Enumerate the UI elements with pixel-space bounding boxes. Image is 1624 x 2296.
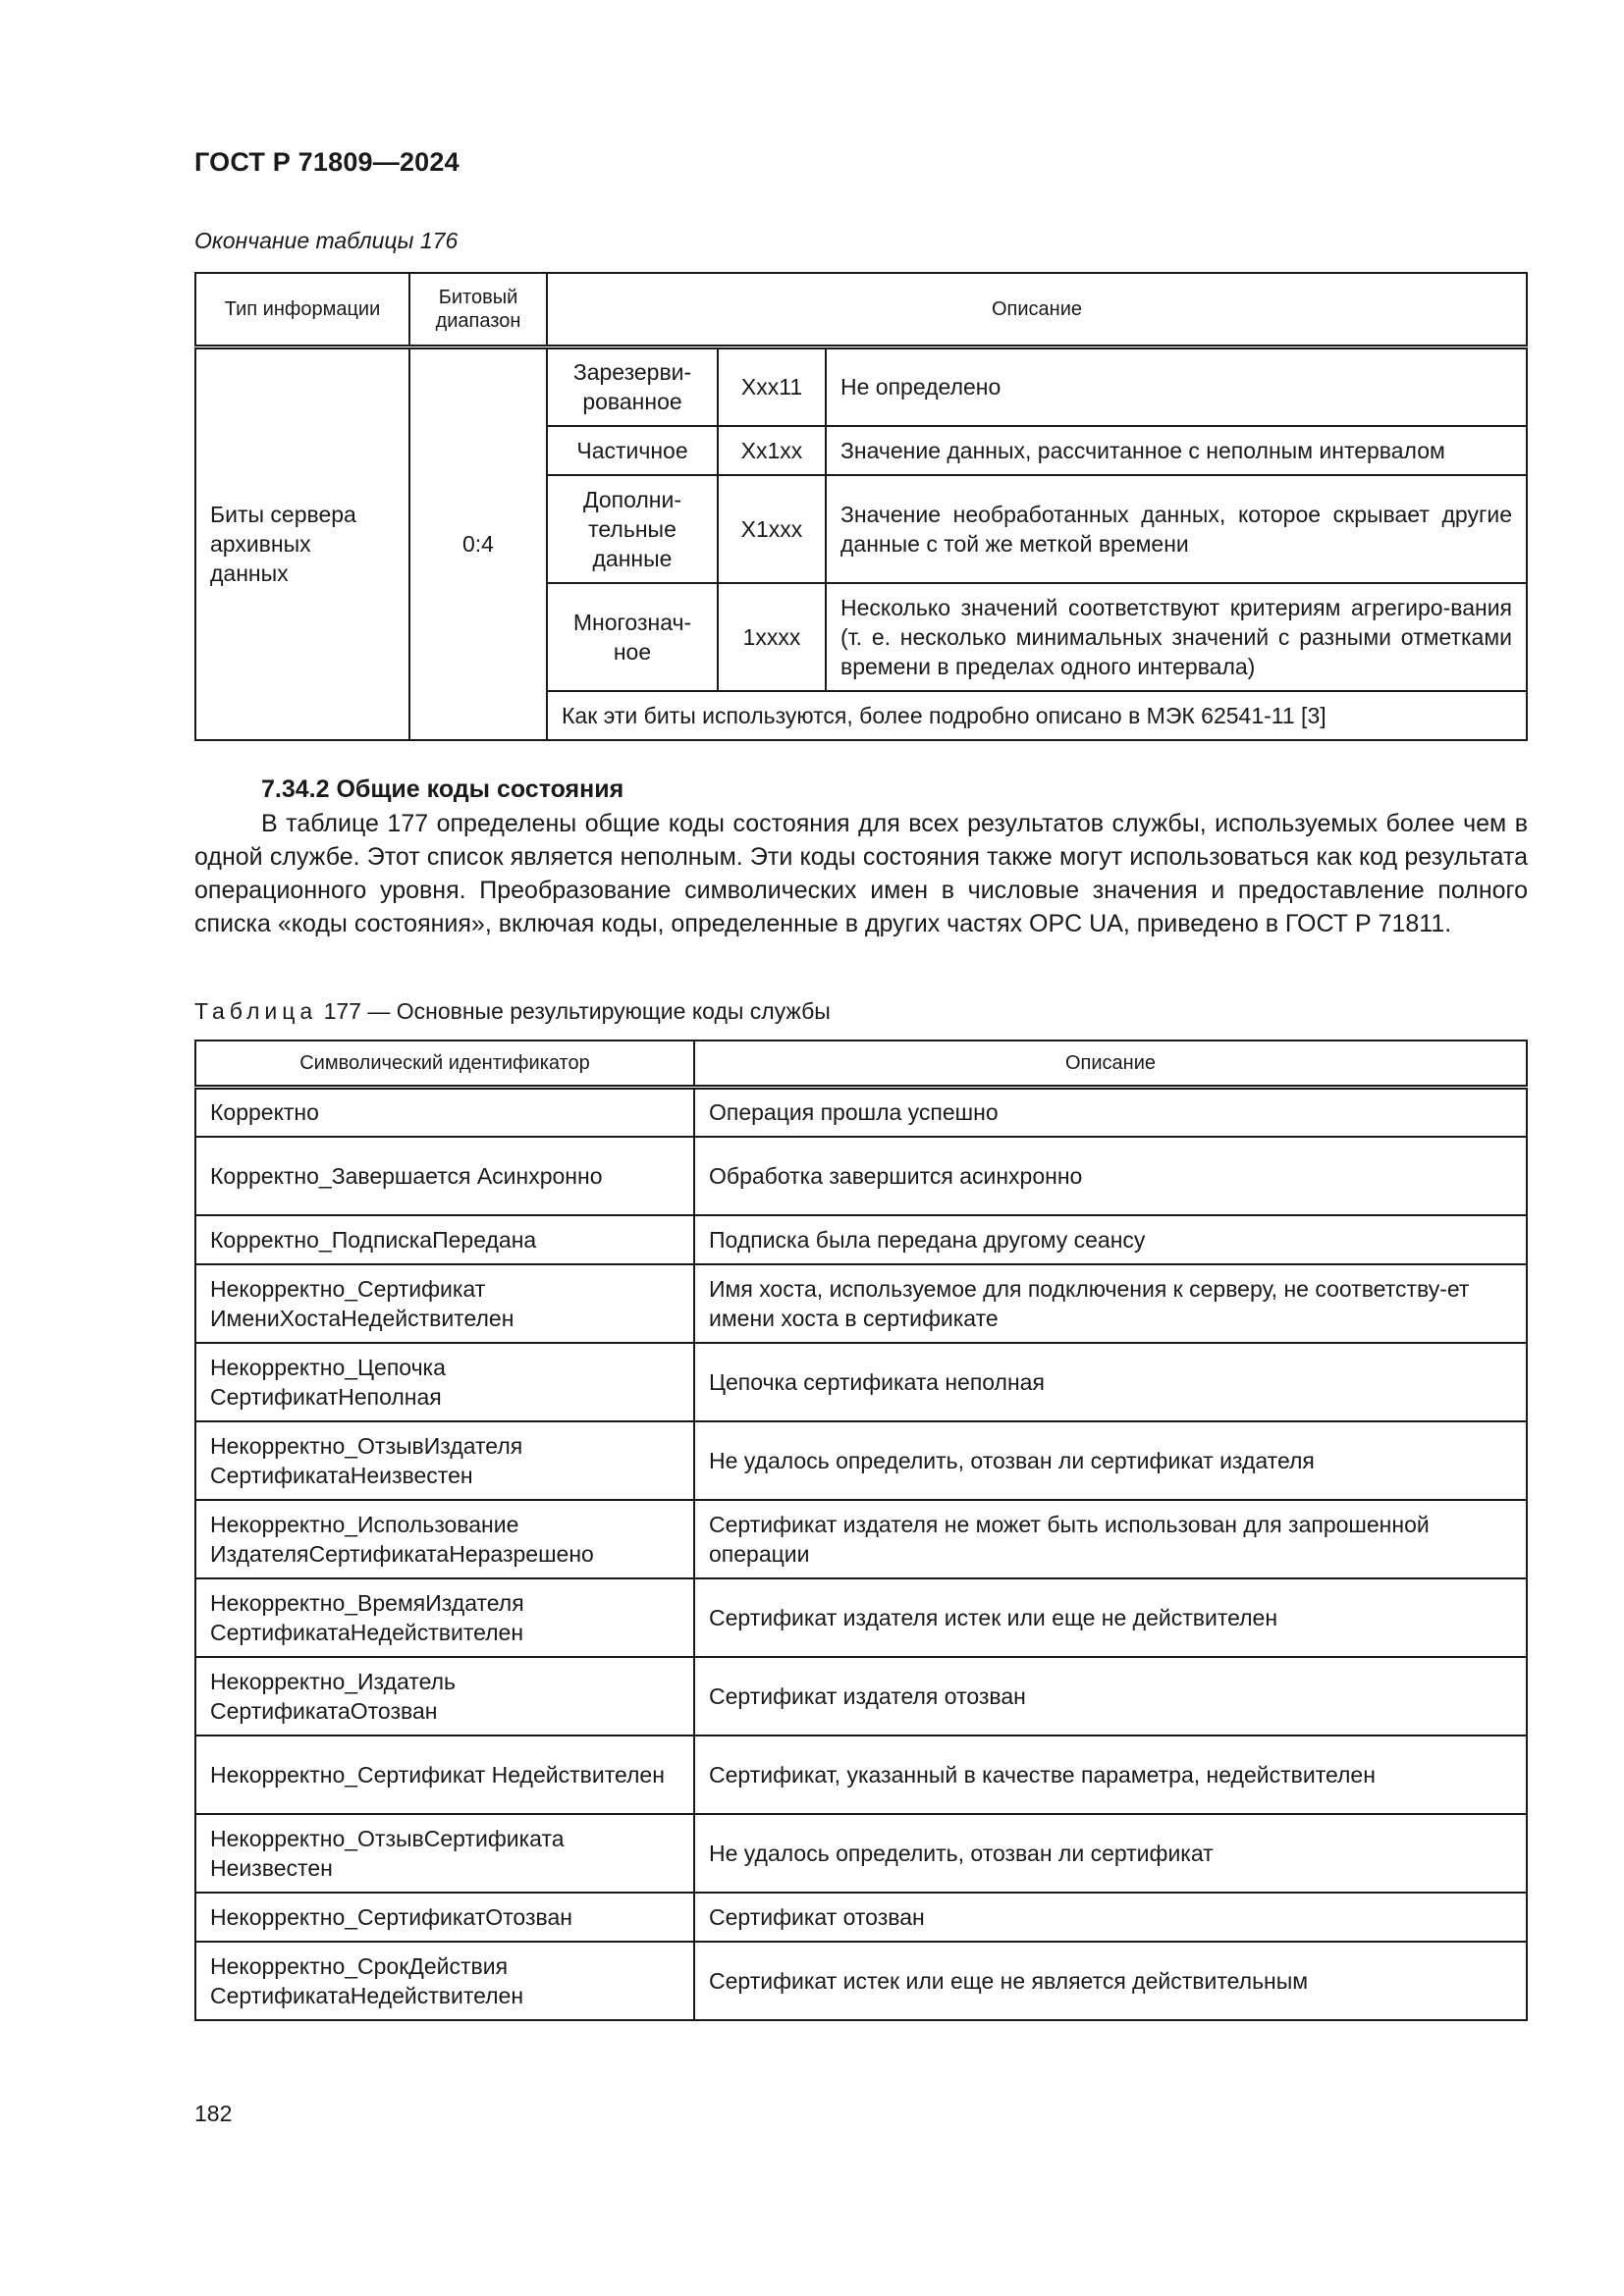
description-cell: Операция прошла успешно [694, 1088, 1527, 1137]
table-title-prefix: Таблица [194, 998, 318, 1024]
description-cell: Цепочка сертификата неполная [694, 1343, 1527, 1421]
flag-name-cell: Многознач-ное [547, 583, 718, 691]
symbolic-id-cell: Некорректно_Использование ИздателяСертификатаНеразрешено [195, 1500, 694, 1578]
bit-range-cell: 0:4 [409, 347, 547, 740]
table-row [195, 1735, 1527, 1814]
table-177 [194, 1040, 1528, 2021]
page-number: 182 [194, 2101, 233, 2126]
symbolic-id-cell: Корректно [195, 1088, 694, 1137]
table-row [195, 1500, 1527, 1578]
body-paragraph: В таблице 177 определены общие коды состояния для всех результатов службы, используемых более чем в одной службе. Этот список является неполным. Эти коды состояния также могут использоваться как код результата операционного уровня. Преобразование символических имен в числовые значения и предоставление полного списка «коды состояния», включая коды, определенные в других частях OPC UA, приведено в ГОСТ Р 71811. [194, 810, 1528, 937]
column-header-description: Описание [694, 1041, 1527, 1088]
symbolic-id-cell: Некорректно_СрокДействия СертификатаНедействителен [195, 1942, 694, 2020]
table-177-header-row [195, 1041, 1527, 1088]
table-row [195, 1578, 1527, 1657]
column-header-description: Описание [547, 273, 1527, 347]
table-row [195, 1137, 1527, 1215]
symbolic-id-cell: Некорректно_ОтзывСертификата Неизвестен [195, 1814, 694, 1893]
flag-name-cell: Дополни-тельные данные [547, 475, 718, 583]
table-row [195, 1657, 1527, 1735]
description-cell: Не удалось определить, отозван ли сертификат издателя [694, 1421, 1527, 1500]
table-177-title [194, 998, 831, 1025]
symbolic-id-cell: Некорректно_Издатель СертификатаОтозван [195, 1657, 694, 1735]
document-standard-header: ГОСТ Р 71809—2024 [194, 147, 460, 177]
symbolic-id-cell: Корректно_Завершается Асинхронно [195, 1137, 694, 1215]
description-cell: Сертификат издателя не может быть использован для запрошенной операции [694, 1500, 1527, 1578]
description-cell: Обработка завершится асинхронно [694, 1137, 1527, 1215]
description-cell: Имя хоста, используемое для подключения к серверу, не соответству-ет имени хоста в сертификате [694, 1264, 1527, 1343]
flag-code-cell: Xxx11 [718, 347, 826, 426]
flag-name-cell: Частичное [547, 426, 718, 475]
description-cell: Сертификат, указанный в качестве параметра, недействителен [694, 1735, 1527, 1814]
flag-code-cell: Xx1xx [718, 426, 826, 475]
flag-description-cell: Не определено [826, 347, 1527, 426]
symbolic-id-cell: Некорректно_Цепочка СертификатНеполная [195, 1343, 694, 1421]
table-row [195, 1942, 1527, 2020]
description-cell: Сертификат истек или еще не является действительным [694, 1942, 1527, 2020]
table-row [195, 1264, 1527, 1343]
table-title-text: 177 — Основные результирующие коды службы [323, 998, 831, 1024]
flag-description-cell: Несколько значений соответствуют критериям агрегиро-вания (т. е. несколько минимальных значений с разными отметками времени в пределах одного интервала) [826, 583, 1527, 691]
symbolic-id-cell: Некорректно_Сертификат ИмениХостаНедействителен [195, 1264, 694, 1343]
description-cell: Подписка была передана другому сеансу [694, 1215, 1527, 1264]
symbolic-id-cell: Некорректно_ОтзывИздателя СертификатаНеизвестен [195, 1421, 694, 1500]
description-cell: Сертификат издателя истек или еще не действителен [694, 1578, 1527, 1657]
table-row [195, 1088, 1527, 1137]
flag-description-cell: Значение необработанных данных, которое скрывает другие данные с той же меткой времени [826, 475, 1527, 583]
column-header-info-type: Тип информации [195, 273, 409, 347]
column-header-symbolic-id: Символический идентификатор [195, 1041, 694, 1088]
description-cell: Сертификат издателя отозван [694, 1657, 1527, 1735]
flag-code-cell: 1xxxx [718, 583, 826, 691]
table-row [195, 1215, 1527, 1264]
column-header-bit-range: Битовый диапазон [409, 273, 547, 347]
description-cell: Не удалось определить, отозван ли сертификат [694, 1814, 1527, 1893]
description-cell: Сертификат отозван [694, 1893, 1527, 1942]
table-176-header-row [195, 273, 1527, 347]
flag-name-cell: Зарезерви-рованное [547, 347, 718, 426]
table-row [195, 347, 1527, 426]
table-176-continuation-caption: Окончание таблицы 176 [194, 228, 459, 253]
flag-description-cell: Значение данных, рассчитанное с неполным интервалом [826, 426, 1527, 475]
table-footnote-cell: Как эти биты используются, более подробно описано в МЭК 62541-11 [3] [547, 691, 1527, 740]
symbolic-id-cell: Некорректно_ВремяИздателя СертификатаНедействителен [195, 1578, 694, 1657]
table-row [195, 1814, 1527, 1893]
table-row [195, 1343, 1527, 1421]
table-176 [194, 272, 1528, 741]
table-row [195, 1893, 1527, 1942]
section-heading: 7.34.2 Общие коды состояния [261, 775, 624, 803]
flag-code-cell: X1xxx [718, 475, 826, 583]
group-label-cell: Биты сервера архивных данных [195, 347, 409, 740]
symbolic-id-cell: Корректно_ПодпискаПередана [195, 1215, 694, 1264]
symbolic-id-cell: Некорректно_СертификатОтозван [195, 1893, 694, 1942]
symbolic-id-cell: Некорректно_Сертификат Недействителен [195, 1735, 694, 1814]
table-row [195, 1421, 1527, 1500]
